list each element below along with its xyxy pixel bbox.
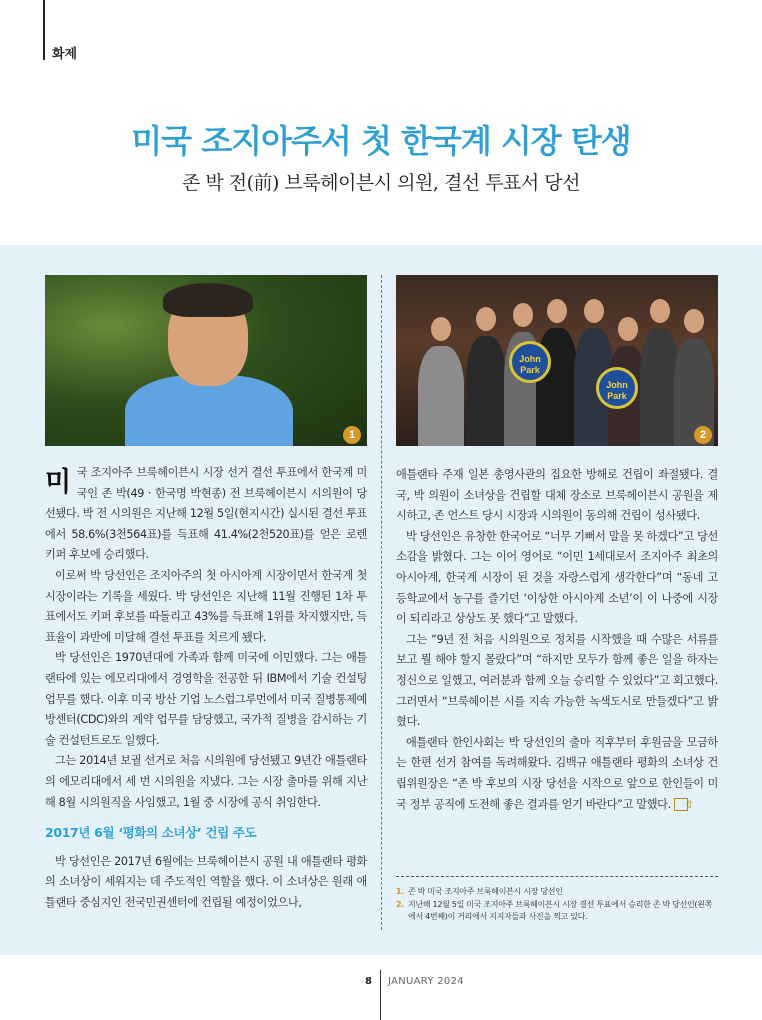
photo-person-face — [684, 309, 704, 333]
column-divider — [381, 275, 382, 930]
photo-number-badge: 1 — [343, 426, 361, 444]
article-right-column — [396, 465, 718, 815]
caption-number: 1. — [396, 887, 405, 896]
photo-person-face — [584, 299, 604, 323]
article-subheading: 2017년 6월 ‘평화의 소녀상’ 건립 주도 — [45, 825, 257, 841]
section-label: 화제 — [52, 47, 78, 62]
photo-person-face — [650, 299, 670, 323]
headline: 미국 조지아주서 첫 한국계 시장 탄생 — [131, 122, 631, 160]
photo-person — [418, 346, 464, 446]
photo-person-face — [547, 299, 567, 323]
photo-captions — [396, 886, 718, 924]
page-number: 8 — [365, 976, 372, 987]
caption-rule — [396, 876, 718, 877]
photo-number-badge: 2 — [694, 426, 712, 444]
caption-item — [396, 886, 718, 899]
photo-john-park-portrait — [45, 275, 367, 446]
photo-person-face — [476, 307, 496, 331]
article-paragraph — [45, 463, 367, 566]
caption-item — [396, 899, 718, 924]
dropcap: 미 — [45, 467, 71, 498]
issue-date: JANUARY 2024 — [388, 976, 464, 987]
photo-hair-shape — [163, 283, 253, 317]
section-rule — [43, 0, 45, 60]
article-paragraph: 애틀랜타 주재 일본 총영사관의 집요한 방해로 건립이 좌절됐다. 결국, 박 의원이 소녀상을 건립할 대체 장소로 브룩헤이븐시 공원을 제시하고, 존 언스트 당시 시장과 시의원이 동의해 건립이 성사됐다. — [396, 468, 718, 523]
article-paragraph: 그는 “9년 전 처음 시의원으로 정치를 시작했을 때 수많은 서류를 보고 뭘 해야 할지 몰랐다”며 “하지만 모두가 함께 좋은 일을 하자는 정신으로 일했고, 여러분과 함께 오늘 승리할 수 있었다”고 회고했다. 그러면서 “브룩헤이븐 시를 지속 가능한 녹색도시로 만들겠다”고 밝혔다. — [396, 632, 718, 729]
campaign-sign: John Park — [596, 367, 638, 409]
paragraph-text: 국 조지아주 브룩헤이븐시 시장 선거 결선 투표에서 한국계 미국인 존 박(49 · 한국명 박현종) 전 브룩헤이븐시 시의원이 당선됐다. 박 전 시의원은 지난해 12월 5일(현지시간) 실시된 결선 투표에서 58.6%(3천564표)를 득표해 41.4%(2천520표)를 얻은 로렌 키퍼 후보에 승리했다. — [45, 466, 367, 562]
article-paragraph: 이로써 박 당선인은 조지아주의 첫 아시아계 시장이면서 한국계 첫 시장이라는 기록을 세웠다. 박 당선인은 지난해 11월 진행된 1차 투표에서도 키퍼 후보를 따돌리고 43%를 득표해 1위를 차지했지만, 득표율이 과반에 미달해 결선 투표를 치르게 됐다. — [45, 568, 367, 644]
article-paragraph: 박 당선인은 1970년대에 가족과 함께 미국에 이민했다. 그는 애틀랜타에 있는 에모리대에서 경영학을 전공한 뒤 IBM에서 기술 컨설팅 업무를 했다. 이후 미국 방산 기업 노스럽그루먼에서 미국 질병통제예방센터(CDC)와의 계약 업무를 담당했고, 국가적 질병을 감시하는 기술 컨설턴트로도 일했다. — [45, 651, 367, 747]
end-mark-icon: 잡 — [674, 798, 688, 811]
caption-text: 존 박 미국 조지아주 브룩헤이븐시 시장 당선인 — [408, 887, 563, 896]
photo-supporters-group — [396, 275, 718, 446]
photo-person — [466, 336, 506, 446]
photo-person-face — [513, 303, 533, 327]
article-paragraph: 박 당선인은 2017년 6월에는 브룩헤이븐시 공원 내 애틀랜타 평화의 소녀상이 세워지는 데 주도적인 역할을 했다. 이 소녀상은 원래 애틀랜타 중심지인 전국민권센터에 건립될 예정이었으나, — [45, 854, 367, 909]
photo-person-face — [431, 317, 451, 341]
campaign-sign: John Park — [509, 341, 551, 383]
article-left-column — [45, 463, 367, 913]
paragraph-text: 애틀랜타 한인사회는 박 당선인의 출마 직후부터 후원금을 모금하는 한편 선거 참여를 독려해왔다. 김백규 애틀랜타 평화의 소녀상 건립위원장은 “존 박 후보의 시장 당선을 시작으로 앞으로 한인들이 미국 정부 공직에 도전해 좋은 결과를 얻기 바란다”고 말했다. — [396, 735, 718, 811]
photo-person-face — [618, 317, 638, 341]
article-paragraph — [396, 733, 718, 815]
subheadline: 존 박 전(前) 브룩헤이븐시 의원, 결선 투표서 당선 — [181, 172, 580, 194]
footer-rule — [380, 970, 381, 1020]
caption-text: 지난해 12월 5일 미국 조지아주 브룩헤이븐시 시장 결선 투표에서 승리한 존 박 당선인(왼쪽에서 4번째)이 거리에서 지지자들과 사진을 찍고 있다. — [408, 899, 713, 921]
article-paragraph: 박 당선인은 유창한 한국어로 “너무 기뻐서 말을 못 하겠다”고 당선 소감을 밝혔다. 그는 이어 영어로 “이민 1세대로서 조지아주 최초의 아시아계, 한국계 시장이 된 것을 자랑스럽게 생각한다”며 “동네 고등학교에서 농구를 즐기던 ‘이상한 아시아계 소년’이 이 나중에 시장이 되리라고 상상도 못 했다”고 말했다. — [396, 529, 718, 626]
article-paragraph: 그는 2014년 보궐 선거로 처음 시의원에 당선됐고 9년간 애틀랜타의 에모리대에서 세 번 시의원을 지냈다. 그는 시장 출마를 위해 지난해 8월 시의원직을 사임했고, 1월 중 시장에 공식 취임한다. — [45, 754, 367, 809]
caption-number: 2. — [396, 899, 405, 909]
